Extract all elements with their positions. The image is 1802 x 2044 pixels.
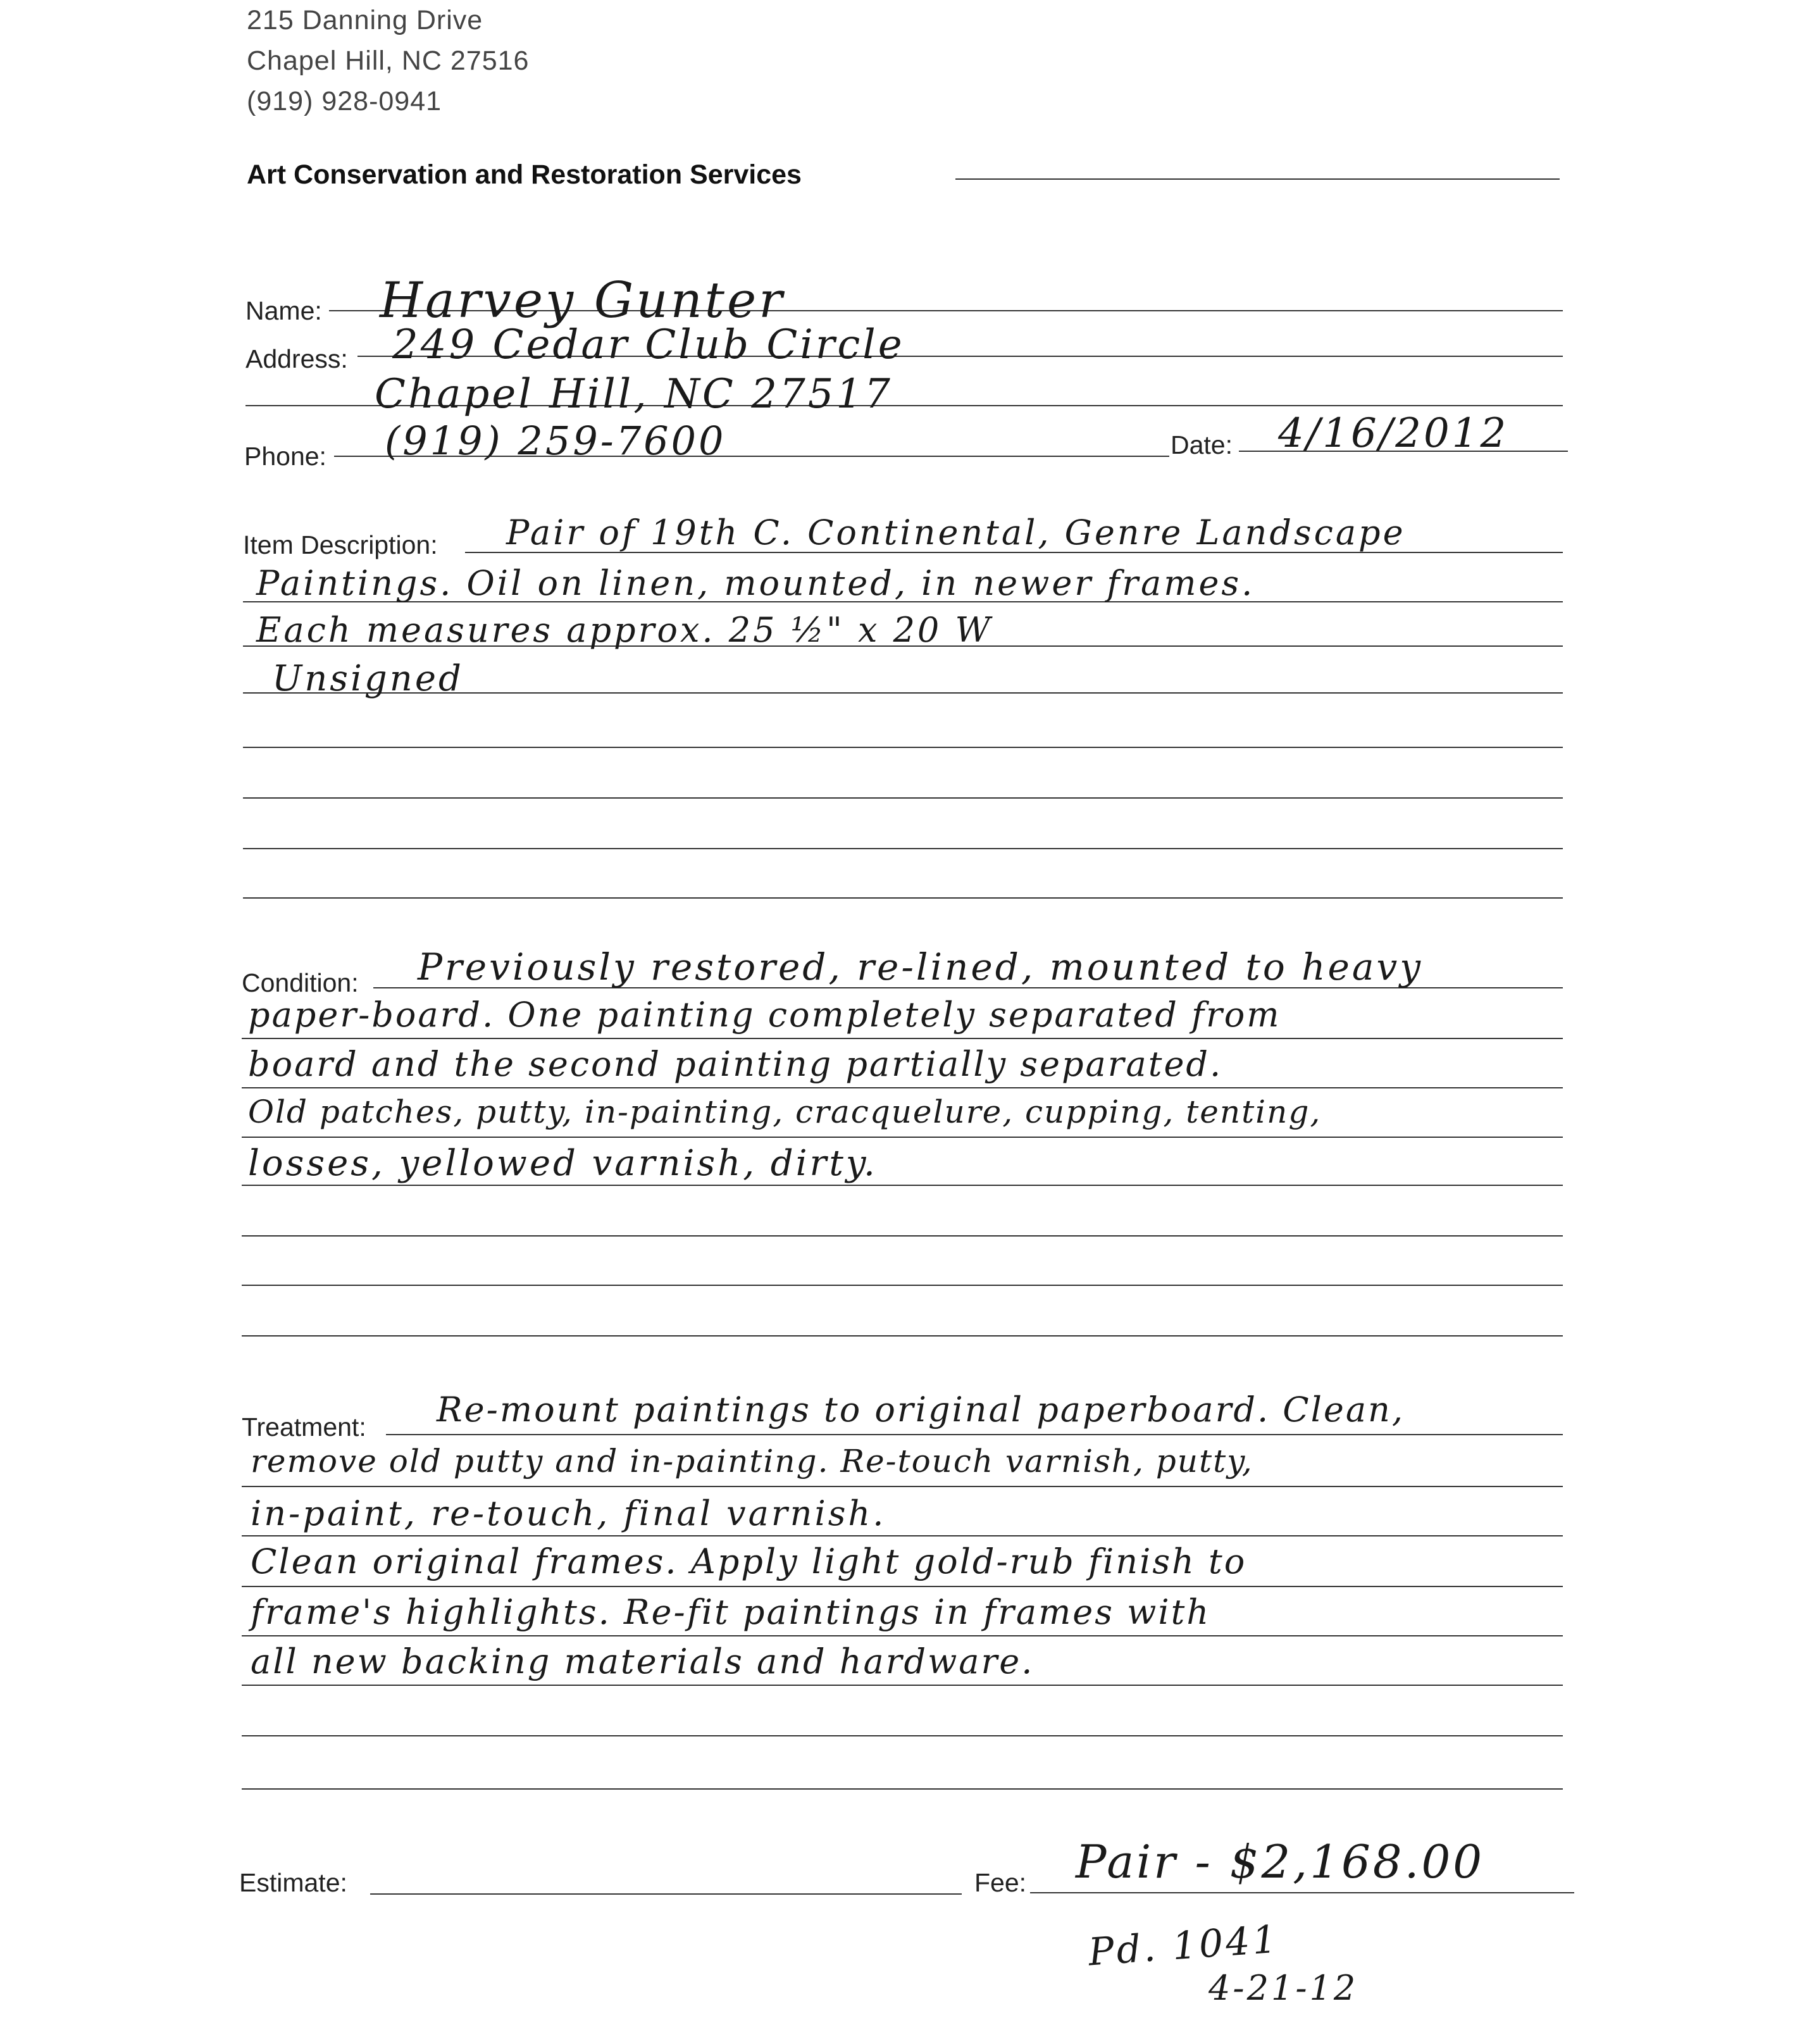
condition-line: paper-board. One painting completely separated from (248, 995, 1281, 1035)
item-description-line: Unsigned (272, 658, 464, 699)
client-address-line1: 249 Cedar Club Circle (392, 321, 905, 368)
treatment-line-3 (242, 1535, 1563, 1536)
paid-date: 4-21-12 (1209, 1968, 1358, 2008)
client-phone: (919) 259-7600 (385, 418, 726, 464)
client-date: 4/16/2012 (1278, 410, 1509, 457)
condition-line-5 (242, 1185, 1563, 1186)
item-description-line: Each measures approx. 25 ½" x 20 W (256, 610, 993, 650)
estimate-label: Estimate: (239, 1868, 347, 1897)
treatment-line-1 (386, 1434, 1563, 1435)
condition-line-4 (242, 1137, 1563, 1138)
fee-line (1030, 1892, 1574, 1893)
condition-line: Previously restored, re-lined, mounted to heavy (418, 945, 1423, 988)
condition-line-2 (242, 1038, 1563, 1039)
treatment-line: in-paint, re-touch, final varnish. (251, 1493, 886, 1533)
condition-line-3 (242, 1087, 1563, 1088)
treatment-line-5 (242, 1635, 1563, 1636)
treatment-line: all new backing materials and hardware. (251, 1642, 1035, 1681)
condition-line-7 (242, 1285, 1563, 1286)
condition-line-8 (242, 1335, 1563, 1337)
business-street: 215 Danning Drive (247, 5, 483, 35)
treatment-line-7 (242, 1735, 1563, 1736)
fee-label: Fee: (974, 1868, 1027, 1897)
paid-note: Pd. 1041 (1086, 1917, 1281, 1975)
item-description-line: Pair of 19th C. Continental, Genre Landscape (506, 513, 1406, 552)
date-label: Date: (1171, 430, 1233, 459)
title-rule (955, 178, 1560, 180)
treatment-line-2 (242, 1486, 1563, 1487)
condition-label: Condition: (242, 968, 359, 997)
item-line-7 (243, 848, 1563, 849)
address-label: Address: (245, 344, 348, 373)
condition-line: Old patches, putty, in-painting, cracquelure, cupping, tenting, (248, 1094, 1322, 1130)
item-line-6 (243, 797, 1563, 799)
treatment-line: remove old putty and in-painting. Re-touch varnish, putty, (251, 1443, 1253, 1480)
business-city: Chapel Hill, NC 27516 (247, 46, 530, 76)
condition-line: losses, yellowed varnish, dirty. (248, 1143, 878, 1184)
client-name: Harvey Gunter (380, 272, 785, 329)
treatment-line-4 (242, 1586, 1563, 1587)
treatment-line: Clean original frames. Apply light gold-rub finish to (251, 1542, 1247, 1581)
item-line-8 (243, 897, 1563, 899)
treatment-label: Treatment: (242, 1412, 366, 1442)
item-description-label: Item Description: (243, 530, 438, 559)
treatment-line: frame's highlights. Re-fit paintings in frames with (251, 1592, 1211, 1632)
estimate-line (370, 1893, 962, 1895)
item-description-line: Paintings. Oil on linen, mounted, in newer frames. (256, 563, 1255, 603)
fee-amount: Pair - $2,168.00 (1076, 1835, 1485, 1888)
condition-line: board and the second painting partially separated. (248, 1044, 1223, 1084)
business-phone: (919) 928-0941 (247, 86, 442, 116)
name-label: Name: (245, 296, 322, 325)
treatment-line-6 (242, 1685, 1563, 1686)
condition-line-6 (242, 1235, 1563, 1237)
item-line-5 (243, 747, 1563, 748)
phone-label: Phone: (244, 442, 326, 471)
client-address-line2: Chapel Hill, NC 27517 (375, 371, 893, 418)
treatment-line-8 (242, 1788, 1563, 1790)
business-title: Art Conservation and Restoration Services (247, 159, 802, 190)
treatment-line: Re-mount paintings to original paperboard. Clean, (437, 1390, 1405, 1430)
